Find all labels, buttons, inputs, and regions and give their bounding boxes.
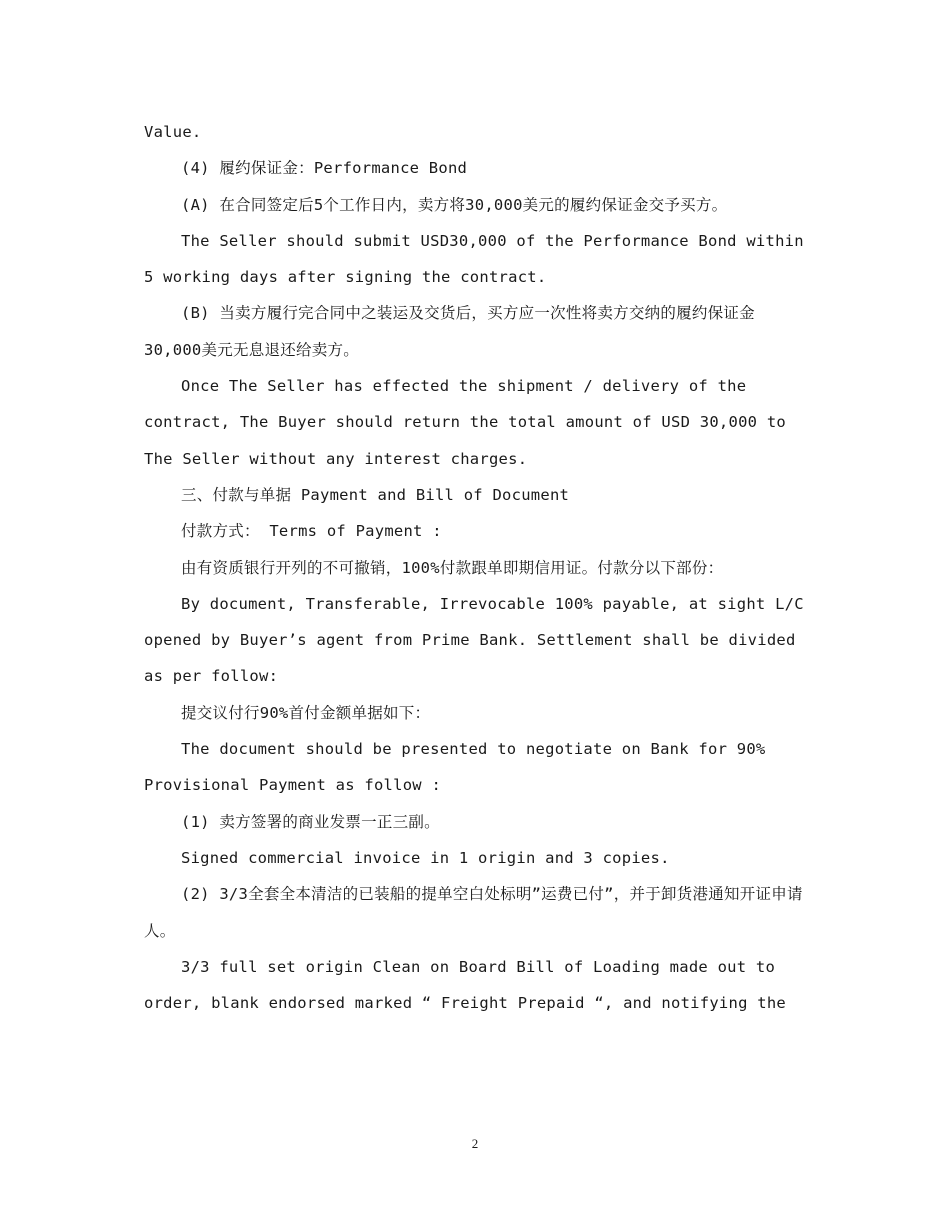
paragraph: The document should be presented to negotiate on Bank for 90% Provisional Payment as follow : — [144, 740, 766, 795]
paragraph: 由有资质银行开列的不可撤销，100%付款跟单即期信用证。付款分以下部份： — [181, 558, 724, 577]
paragraph: (1) 卖方签署的商业发票一正三副。 — [181, 812, 440, 831]
paragraph: 提交议付行90%首付金额单据如下： — [181, 703, 431, 722]
paragraph: By document, Transferable, Irrevocable 100% payable, at sight L/C opened by Buyer’s agent from Prime Bank. Settlement shall be divided as per follow: — [144, 594, 804, 686]
paragraph: Once The Seller has effected the shipment / delivery of the contract, The Buyer should return the total amount of USD 30,000 to The Seller without any interest charges. — [144, 377, 786, 468]
paragraph: (A) 在合同签定后5个工作日内，卖方将30,000美元的履约保证金交予买方。 — [181, 195, 728, 214]
paragraph: Value. — [144, 123, 202, 141]
paragraph: 付款方式： Terms of Payment : — [181, 522, 442, 541]
paragraph: Signed commercial invoice in 1 origin and 3 copies. — [181, 848, 670, 867]
document-body — [144, 114, 810, 1021]
paragraph: 3/3 full set origin Clean on Board Bill of Loading made out to order, blank endorsed marked “ Freight Prepaid “, and notifying the — [144, 957, 786, 1013]
paragraph: The Seller should submit USD30,000 of the Performance Bond within 5 working days after signing the contract. — [144, 231, 804, 287]
paragraph: (2) 3/3全套全本清洁的已装船的提单空白处标明”运费已付”，并于卸货港通知开证申请人。 — [144, 885, 803, 940]
section-heading: 三、付款与单据 Payment and Bill of Document — [181, 485, 570, 504]
paragraph: (B) 当卖方履行完合同中之装运及交货后，买方应一次性将卖方交纳的履约保证金30,000美元无息退还给卖方。 — [144, 304, 755, 359]
paragraph: (4) 履约保证金：Performance Bond — [181, 159, 468, 178]
page-number: 2 — [471, 1136, 479, 1151]
